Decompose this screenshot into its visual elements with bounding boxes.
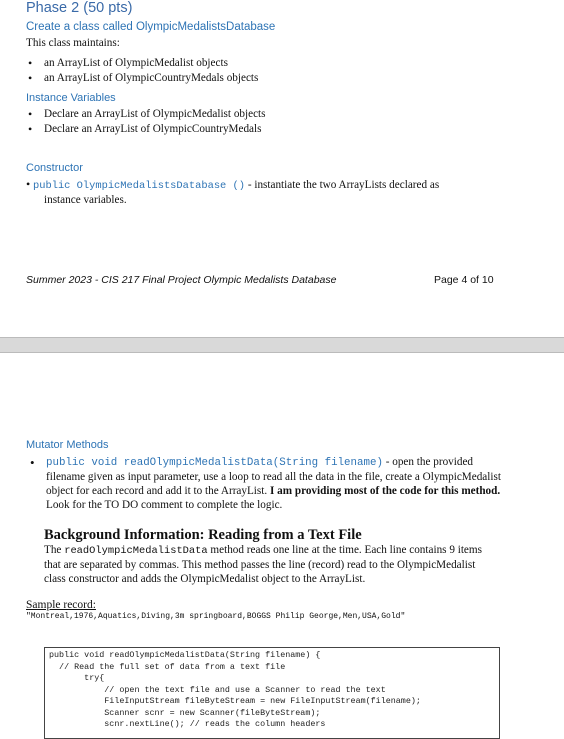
background-code: readOlympicMedalistData <box>64 545 208 557</box>
bullet-glyph: • <box>30 455 35 470</box>
mutator-description <box>46 455 504 512</box>
code-line: Scanner scnr = new Scanner(fileByteStream); <box>49 707 321 718</box>
code-line: // Read the full set of data from a text file <box>49 661 286 672</box>
code-block <box>44 647 500 739</box>
code-content <box>45 648 499 731</box>
class-heading: Create a class called OlympicMedalistsDatabase <box>26 21 276 33</box>
code-line: // open the text file and use a Scanner to read the text <box>49 684 386 695</box>
sample-heading: Sample record: <box>26 599 96 611</box>
list-item: • Declare an ArrayList of OlympicMedalist objects <box>26 107 266 122</box>
class-intro: This class maintains: <box>26 37 120 49</box>
mutator-bold-note: I am providing most of the code for this method. <box>269 485 501 497</box>
list-item: • an ArrayList of OlympicMedalist objects <box>26 56 258 71</box>
mutator-text-end: Look for the TO DO comment to complete the logic. <box>46 499 283 511</box>
mutator-text: - open the provided filename given as input parameter, use a loop to read all the data in the file, create a OlympicMedalist object for each record and add it to the ArrayList. <box>46 456 501 497</box>
constructor-text-2: instance variables. <box>44 194 127 206</box>
list-item: • Declare an ArrayList of OlympicCountryMedals <box>26 122 266 137</box>
code-line: try{ <box>49 673 105 683</box>
phase-title: Phase 2 (50 pts) <box>26 0 133 16</box>
constructor-heading: Constructor <box>26 162 83 174</box>
sample-record: "Montreal,1976,Aquatics,Diving,3m springboard,BOGGS Philip George,Men,USA,Gold" <box>26 612 406 621</box>
code-line: scnr.nextLine(); // reads the column headers <box>49 719 326 729</box>
constructor-text: - instantiate the two ArrayLists declared as <box>245 179 440 191</box>
footer-left: Summer 2023 - CIS 217 Final Project Olympic Medalists Database <box>26 274 337 286</box>
bullet-glyph: • <box>26 177 31 191</box>
list-item: • an ArrayList of OlympicCountryMedals objects <box>26 71 258 86</box>
background-text: The <box>44 544 65 556</box>
instance-vars-list <box>26 107 266 137</box>
footer-page-number: Page 4 of 10 <box>434 274 494 286</box>
mutator-heading: Mutator Methods <box>26 439 109 451</box>
code-line: public void readOlympicMedalistData(String filename) { <box>49 650 321 660</box>
background-text-2: method reads one line at the time. Each line contains 9 items that are separated by commas. This method passes the line (record) read to the OlympicMedalist class constructor and adds the OlympicMedalist object to the ArrayList. <box>44 544 482 585</box>
mutator-item <box>26 455 504 512</box>
constructor-code: public OlympicMedalistsDatabase () <box>33 180 246 192</box>
mutator-code: public void readOlympicMedalistData(String filename) <box>46 457 383 469</box>
instance-vars-heading: Instance Variables <box>26 92 116 104</box>
background-title: Background Information: Reading from a Text File <box>44 527 362 543</box>
maintains-list <box>26 56 258 86</box>
code-line: FileInputStream fileByteStream = new FileInputStream(filename); <box>49 696 421 706</box>
page-break <box>0 337 564 353</box>
constructor-item <box>26 177 506 207</box>
background-body <box>44 543 496 586</box>
